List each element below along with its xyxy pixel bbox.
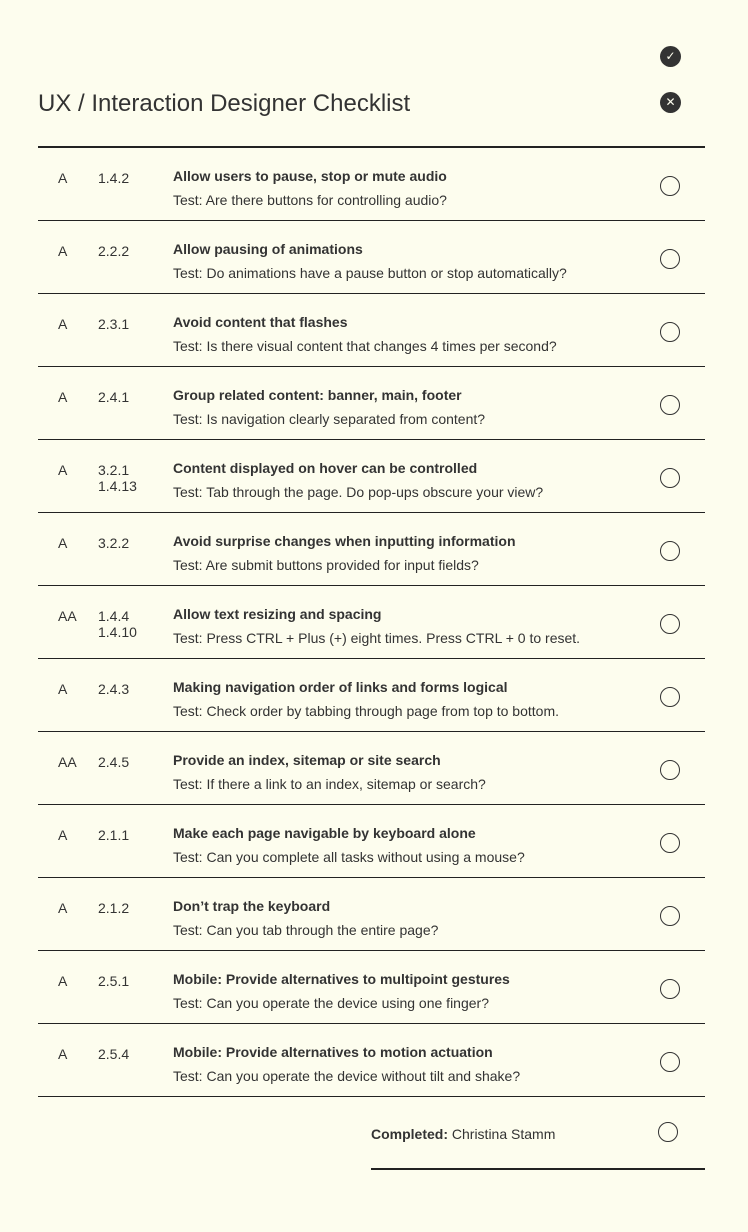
item-heading: Mobile: Provide alternatives to multipoint gestures: [173, 971, 510, 987]
criterion-codes: [98, 681, 129, 697]
checklist-row: [38, 294, 705, 367]
criterion-code: 1.4.13: [98, 478, 137, 494]
checklist-row: [38, 221, 705, 294]
item-checkbox[interactable]: [660, 760, 680, 780]
checklist-row: [38, 1024, 705, 1097]
item-heading: Avoid content that flashes: [173, 314, 348, 330]
criterion-code: 2.4.3: [98, 681, 130, 697]
checklist-row: [38, 732, 705, 805]
signature-rule: [371, 1168, 705, 1170]
item-checkbox[interactable]: [660, 614, 680, 634]
conformance-level: A: [58, 389, 68, 405]
criterion-code: 1.4.4: [98, 608, 130, 624]
criterion-code: 3.2.2: [98, 535, 130, 551]
item-test: Test: Are there buttons for controlling audio?: [173, 192, 447, 208]
criterion-code: 2.2.2: [98, 243, 130, 259]
checklist-row: [38, 878, 705, 951]
item-test: Test: Can you tab through the entire page?: [173, 922, 439, 938]
criterion-codes: [98, 535, 129, 551]
item-heading: Don’t trap the keyboard: [173, 898, 331, 914]
item-checkbox[interactable]: [660, 176, 680, 196]
check-circle-icon: ✓: [660, 46, 681, 67]
conformance-level: AA: [58, 608, 77, 624]
item-heading: Group related content: banner, main, footer: [173, 387, 462, 403]
criterion-codes: [98, 1046, 129, 1062]
criterion-codes: [98, 827, 129, 843]
conformance-level: A: [58, 1046, 68, 1062]
item-heading: Allow pausing of animations: [173, 241, 363, 257]
criterion-code: 2.4.5: [98, 754, 130, 770]
conformance-level: A: [58, 316, 68, 332]
item-heading: Avoid surprise changes when inputting information: [173, 533, 516, 549]
criterion-code: 2.3.1: [98, 316, 130, 332]
conformance-level: A: [58, 170, 68, 186]
item-test: Test: Check order by tabbing through page from top to bottom.: [173, 703, 559, 719]
criterion-code: 3.2.1: [98, 462, 130, 478]
criterion-codes: [98, 462, 137, 494]
conformance-level: A: [58, 462, 68, 478]
item-test: Test: Is navigation clearly separated from content?: [173, 411, 486, 427]
criterion-code: 1.4.10: [98, 624, 137, 640]
criterion-codes: [98, 316, 129, 332]
item-heading: Content displayed on hover can be controlled: [173, 460, 478, 476]
completed-line: [371, 1126, 555, 1142]
item-checkbox[interactable]: [660, 249, 680, 269]
checklist-row: [38, 951, 705, 1024]
page-title: UX / Interaction Designer Checklist: [38, 90, 411, 117]
item-test: Test: Is there visual content that changes 4 times per second?: [173, 338, 557, 354]
item-heading: Make each page navigable by keyboard alone: [173, 825, 476, 841]
item-checkbox[interactable]: [660, 906, 680, 926]
checklist-row: [38, 148, 705, 221]
checklist-row: [38, 367, 705, 440]
item-test: Test: Can you complete all tasks without using a mouse?: [173, 849, 525, 865]
item-test: Test: Tab through the page. Do pop-ups obscure your view?: [173, 484, 544, 500]
item-checkbox[interactable]: [660, 468, 680, 488]
item-heading: Mobile: Provide alternatives to motion actuation: [173, 1044, 493, 1060]
item-checkbox[interactable]: [660, 322, 680, 342]
item-test: Test: Do animations have a pause button or stop automatically?: [173, 265, 567, 281]
item-checkbox[interactable]: [660, 1052, 680, 1072]
item-checkbox[interactable]: [660, 979, 680, 999]
criterion-codes: [98, 973, 129, 989]
checklist-row: [38, 440, 705, 513]
conformance-level: AA: [58, 754, 77, 770]
item-test: Test: Are submit buttons provided for input fields?: [173, 557, 479, 573]
conformance-level: A: [58, 973, 68, 989]
completed-label: Completed:: [371, 1126, 448, 1142]
item-heading: Provide an index, sitemap or site search: [173, 752, 441, 768]
item-heading: Allow users to pause, stop or mute audio: [173, 168, 447, 184]
item-checkbox[interactable]: [660, 833, 680, 853]
criterion-code: 1.4.2: [98, 170, 130, 186]
conformance-level: A: [58, 900, 68, 916]
conformance-level: A: [58, 681, 68, 697]
item-heading: Allow text resizing and spacing: [173, 606, 382, 622]
conformance-level: A: [58, 535, 68, 551]
criterion-codes: [98, 754, 129, 770]
criterion-code: 2.4.1: [98, 389, 130, 405]
item-checkbox[interactable]: [660, 541, 680, 561]
item-test: Test: If there a link to an index, sitemap or search?: [173, 776, 486, 792]
item-checkbox[interactable]: [660, 395, 680, 415]
criterion-codes: [98, 243, 129, 259]
checklist: [38, 146, 705, 1097]
completed-name: Christina Stamm: [451, 1126, 556, 1142]
item-test: Test: Can you operate the device without tilt and shake?: [173, 1068, 521, 1084]
criterion-codes: [98, 170, 129, 186]
criterion-code: 2.5.1: [98, 973, 130, 989]
item-checkbox[interactable]: [660, 687, 680, 707]
criterion-code: 2.5.4: [98, 1046, 130, 1062]
cross-circle-icon: ✕: [660, 92, 681, 113]
criterion-code: 2.1.2: [98, 900, 130, 916]
checklist-row: [38, 586, 705, 659]
completed-checkbox[interactable]: [658, 1122, 678, 1142]
criterion-code: 2.1.1: [98, 827, 130, 843]
conformance-level: A: [58, 827, 68, 843]
criterion-codes: [98, 900, 129, 916]
item-heading: Making navigation order of links and forms logical: [173, 679, 508, 695]
checklist-row: [38, 805, 705, 878]
criterion-codes: [98, 608, 137, 640]
conformance-level: A: [58, 243, 68, 259]
criterion-codes: [98, 389, 129, 405]
item-test: Test: Can you operate the device using one finger?: [173, 995, 489, 1011]
checklist-row: [38, 659, 705, 732]
item-test: Test: Press CTRL + Plus (+) eight times. Press CTRL + 0 to reset.: [173, 630, 581, 646]
checklist-row: [38, 513, 705, 586]
